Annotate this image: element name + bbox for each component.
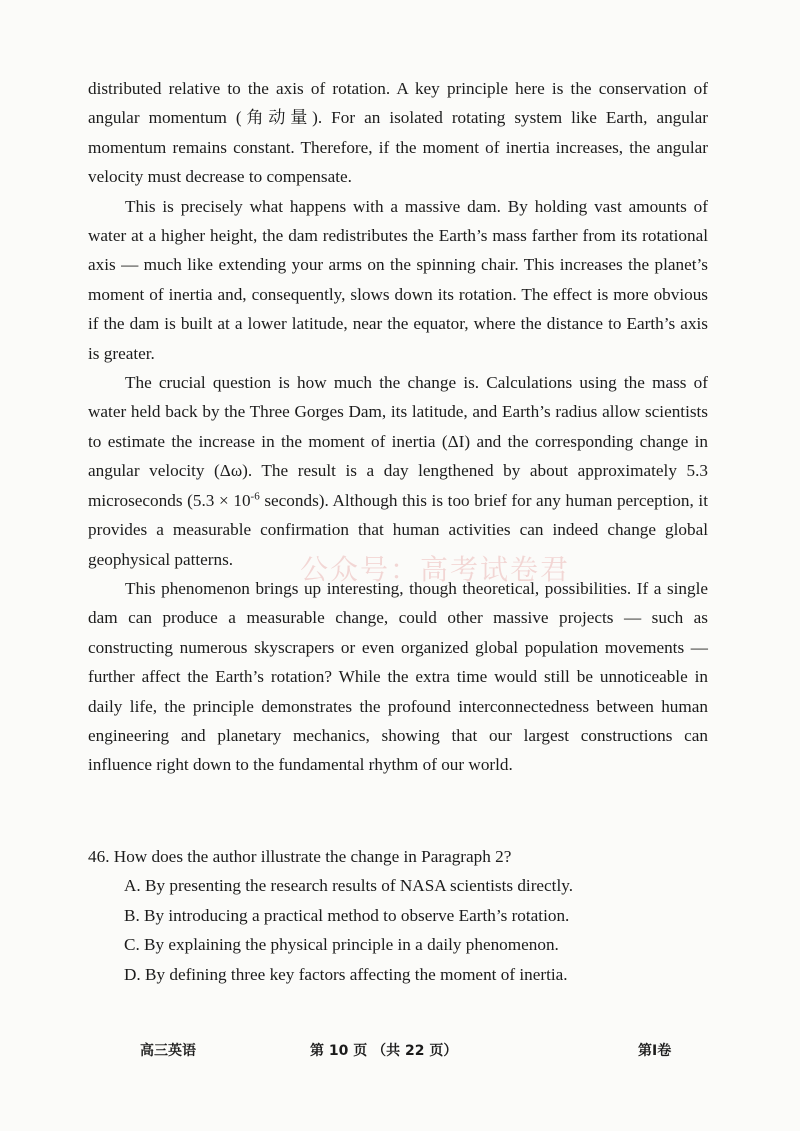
question-46	[88, 842, 708, 989]
paragraph-3-text-a: The crucial question is how much the change is. Calculations using the mass of water held back by the Three Gorges Dam, its latitude, and Earth’s radius allow scientists to estimate the increase in the moment of inertia (ΔI) and the corresponding change in angular velocity (Δω). The result is a day lengthened by about approximately 5.3 microseconds (5.3 × 10	[88, 373, 708, 510]
paragraph-2: This is precisely what happens with a massive dam. By holding vast amounts of water at a higher height, the dam redistributes the Earth’s mass farther from its rotational axis — much like extending your arms on the spinning chair. This increases the planet’s moment of inertia and, consequently, slows down its rotation. The effect is more obvious if the dam is built at a lower latitude, near the equator, where the distance to Earth’s axis is greater.	[88, 196, 708, 363]
paragraph-3-text-b: seconds). Although this is too brief for any human perception, it provides a measurable confirmation that human activities can indeed change global geophysical patterns.	[88, 490, 708, 569]
option-b: B. By introducing a practical method to observe Earth’s rotation.	[124, 905, 570, 925]
paragraph-1: distributed relative to the axis of rotation. A key principle here is the conservation of angular momentum (角动量). For an isolated rotating system like Earth, angular momentum remains constant. Therefore, if the moment of inertia increases, the angular velocity must decrease to compensate.	[88, 79, 708, 187]
question-stem: 46. How does the author illustrate the change in Paragraph 2?	[88, 847, 512, 866]
exponent: -6	[250, 489, 260, 502]
watermark: 公众号：高考试卷君	[300, 553, 571, 586]
footer-subject: 高三英语	[140, 1043, 196, 1059]
page-footer	[0, 1040, 800, 1070]
paragraph-4: This phenomenon brings up interesting, though theoretical, possibilities. If a single dam can produce a measurable change, could other massive projects — such as constructing numerous skyscrapers or even organized global population movements — further affect the Earth’s rotation? While the extra time would still be unnoticeable in daily life, the principle demonstrates the profound interconnectedness between human engineering and planetary mechanics, showing that our largest constructions can influence right down to the fundamental rhythm of our world.	[88, 578, 708, 775]
paragraph-3	[88, 368, 708, 574]
footer-volume: 第Ⅰ卷	[638, 1043, 672, 1059]
option-d: D. By defining three key factors affecting the moment of inertia.	[124, 964, 568, 984]
footer-page-number: 第 10 页 （共 22 页）	[310, 1043, 458, 1059]
passage	[88, 74, 708, 780]
option-c: C. By explaining the physical principle in a daily phenomenon.	[124, 935, 559, 955]
answer-options	[88, 871, 708, 989]
option-a: A. By presenting the research results of NASA scientists directly.	[124, 876, 574, 896]
